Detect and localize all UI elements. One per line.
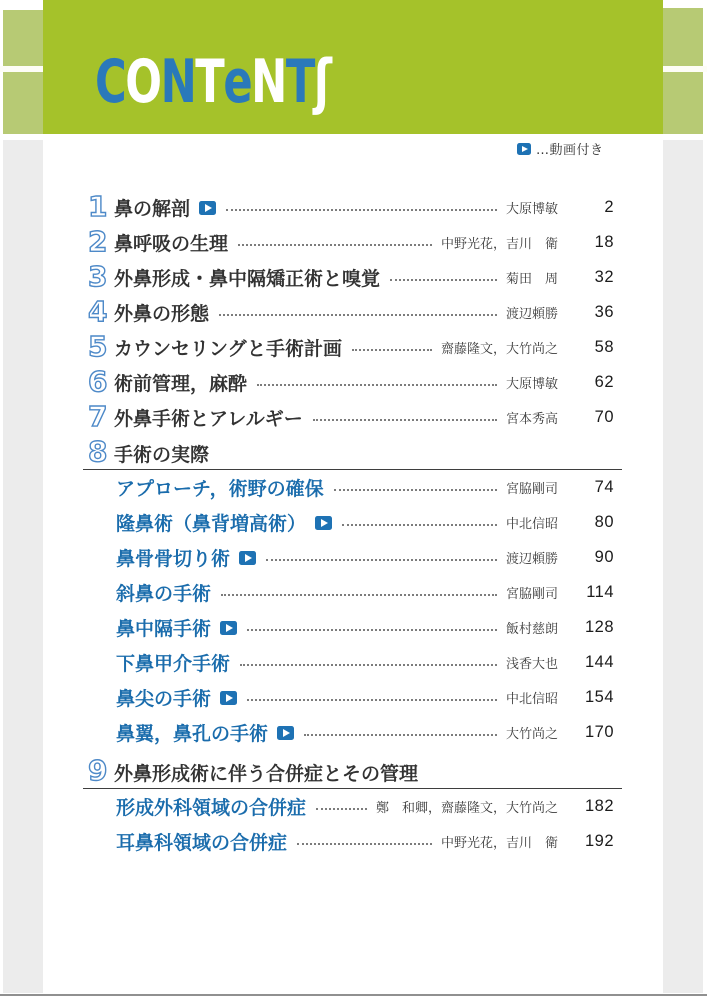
logo-letter: C — [95, 47, 126, 117]
toc-row-sub — [88, 715, 614, 750]
video-play-icon — [277, 726, 294, 740]
author-names: 飯村慈朗 — [505, 622, 558, 637]
page-number: 114 — [586, 583, 614, 601]
page-number: 32 — [594, 268, 614, 286]
video-play-icon — [220, 691, 237, 705]
author-names: 浅香大也 — [505, 657, 558, 672]
dot-leader — [247, 629, 497, 631]
chapter-title: 外鼻形成・鼻中隔矯正術と嗅覚 — [114, 268, 381, 290]
subitem-title: 形成外科領域の合併症 — [116, 797, 307, 819]
toc-row-chapter-3 — [88, 260, 614, 295]
chapter-title: 外鼻の形態 — [114, 303, 210, 325]
author-names: 中野光花，吉川 衛 — [440, 237, 558, 252]
dot-leader — [352, 349, 432, 351]
page-number: 144 — [584, 653, 614, 671]
author-names: 中北信昭 — [505, 517, 558, 532]
page-number: 182 — [584, 797, 614, 815]
toc-row-sub — [88, 645, 614, 680]
page-number: 18 — [594, 233, 614, 251]
contents-logo — [95, 48, 330, 116]
subitem-title: 斜鼻の手術 — [116, 583, 212, 605]
subitem-title: 耳鼻科領域の合併症 — [116, 832, 288, 854]
page-number: 62 — [594, 373, 614, 391]
page-number: 192 — [584, 832, 614, 850]
logo-letter: T — [195, 47, 224, 117]
chapter-title: 手術の実際 — [114, 443, 210, 466]
toc-row-sub — [88, 505, 614, 540]
chapter-number: 9 — [88, 754, 108, 787]
dot-leader — [297, 843, 432, 845]
left-margin-strip-gray — [3, 140, 43, 993]
toc-row-sub — [88, 824, 614, 859]
page-number: 2 — [604, 198, 614, 216]
toc-row-sub — [88, 540, 614, 575]
toc-row-sub — [88, 610, 614, 645]
toc-row-sub — [88, 680, 614, 715]
author-names: 渡辺頼勝 — [505, 552, 558, 567]
chapter-title: 鼻呼吸の生理 — [114, 233, 229, 255]
author-names: 中北信昭 — [505, 692, 558, 707]
chapter-title: 鼻の解剖 — [114, 198, 191, 220]
play-triangle — [321, 519, 328, 527]
play-triangle — [522, 146, 528, 152]
subitem-title: 鼻翼，鼻孔の手術 — [116, 723, 269, 745]
author-names: 菊田 周 — [505, 272, 558, 287]
page-number: 128 — [584, 618, 614, 636]
video-legend — [517, 139, 604, 158]
author-names: 大竹尚之 — [505, 727, 558, 742]
dot-leader — [390, 279, 497, 281]
video-play-icon — [517, 143, 531, 155]
toc-row-chapter-2 — [88, 225, 614, 260]
author-names: 渡辺頼勝 — [505, 307, 558, 322]
toc-row-chapter-5 — [88, 330, 614, 365]
video-play-icon — [199, 201, 216, 215]
dot-leader — [238, 244, 432, 246]
chapter-title: 外鼻手術とアレルギー — [114, 408, 303, 430]
dot-leader — [247, 699, 497, 701]
author-names: 宮脇剛司 — [505, 587, 558, 602]
dot-leader — [221, 594, 497, 596]
left-margin-strip-green — [3, 10, 43, 134]
toc-row-chapter-6 — [88, 365, 614, 400]
dot-leader — [304, 734, 497, 736]
right-white-tick — [663, 66, 707, 72]
logo-letter: N — [251, 47, 286, 117]
subitem-title: 下鼻甲介手術 — [116, 653, 231, 675]
toc-row-sub — [88, 789, 614, 824]
logo-letter: O — [125, 47, 161, 117]
dot-leader — [313, 419, 497, 421]
chapter-title: 術前管理，麻酔 — [114, 373, 248, 395]
play-triangle — [226, 694, 233, 702]
left-white-tick — [0, 66, 43, 72]
dot-leader — [316, 808, 367, 810]
toc-list — [88, 190, 614, 859]
chapter-number: 3 — [88, 259, 108, 293]
author-names: 宮脇剛司 — [505, 482, 558, 497]
subitem-title: 隆鼻術（鼻背増高術） — [116, 513, 307, 535]
page-number: 170 — [584, 723, 614, 741]
toc-row-chapter-7 — [88, 400, 614, 435]
play-triangle — [226, 624, 233, 632]
chapter-number: 6 — [88, 364, 108, 398]
chapter-number: 4 — [88, 294, 108, 328]
logo-letter: e — [223, 47, 252, 117]
page-number: 74 — [594, 478, 614, 496]
play-triangle — [245, 554, 252, 562]
subitem-title: アプローチ，術野の確保 — [116, 478, 324, 500]
toc-row-chapter-1 — [88, 190, 614, 225]
video-play-icon — [220, 621, 237, 635]
dot-leader — [226, 209, 497, 211]
subitem-title: 鼻尖の手術 — [116, 688, 212, 710]
subitem-title: 鼻骨骨切り術 — [116, 548, 231, 570]
chapter-number: 5 — [88, 329, 108, 363]
subitem-title: 鼻中隔手術 — [116, 618, 212, 640]
author-names: 大原博敏 — [505, 202, 558, 217]
toc-row-sub — [88, 575, 614, 610]
chapter-number: 8 — [88, 435, 108, 468]
toc-row-chapter-9-heading — [83, 756, 622, 789]
author-names: 鄭 和卿，齋藤隆文，大竹尚之 — [375, 801, 558, 816]
chapter-number: 7 — [88, 399, 108, 433]
logo-letter: N — [160, 47, 196, 117]
author-names: 宮本秀高 — [505, 412, 558, 427]
right-margin-strip-gray — [663, 140, 703, 993]
dot-leader — [266, 559, 497, 561]
page-bottom-edge — [0, 994, 707, 996]
dot-leader — [219, 314, 497, 316]
chapter-title: 外鼻形成術に伴う合併症とその管理 — [114, 762, 419, 785]
chapter-number: 2 — [88, 224, 108, 258]
author-names: 齋藤隆文，大竹尚之 — [440, 342, 558, 357]
page-number: 154 — [584, 688, 614, 706]
logo-letter: ʃ — [313, 47, 331, 117]
page-number: 70 — [594, 408, 614, 426]
toc-row-sub — [88, 470, 614, 505]
author-names: 中野光花，吉川 衛 — [440, 836, 558, 851]
video-play-icon — [239, 551, 256, 565]
dot-leader — [342, 524, 497, 526]
play-triangle — [283, 729, 290, 737]
toc-row-chapter-4 — [88, 295, 614, 330]
dot-leader — [240, 664, 497, 666]
author-names: 大原博敏 — [505, 377, 558, 392]
chapter-title: カウンセリングと手術計画 — [114, 338, 343, 360]
chapter-number: 1 — [88, 189, 108, 223]
video-play-icon — [315, 516, 332, 530]
dot-leader — [257, 384, 497, 386]
page-number: 58 — [594, 338, 614, 356]
video-legend-label: …動画付き — [536, 143, 604, 158]
logo-letter: T — [285, 47, 314, 117]
toc-row-chapter-8-heading — [83, 437, 622, 470]
page-number: 36 — [594, 303, 614, 321]
dot-leader — [334, 489, 497, 491]
page-number: 90 — [594, 548, 614, 566]
page-number: 80 — [594, 513, 614, 531]
play-triangle — [205, 204, 212, 212]
